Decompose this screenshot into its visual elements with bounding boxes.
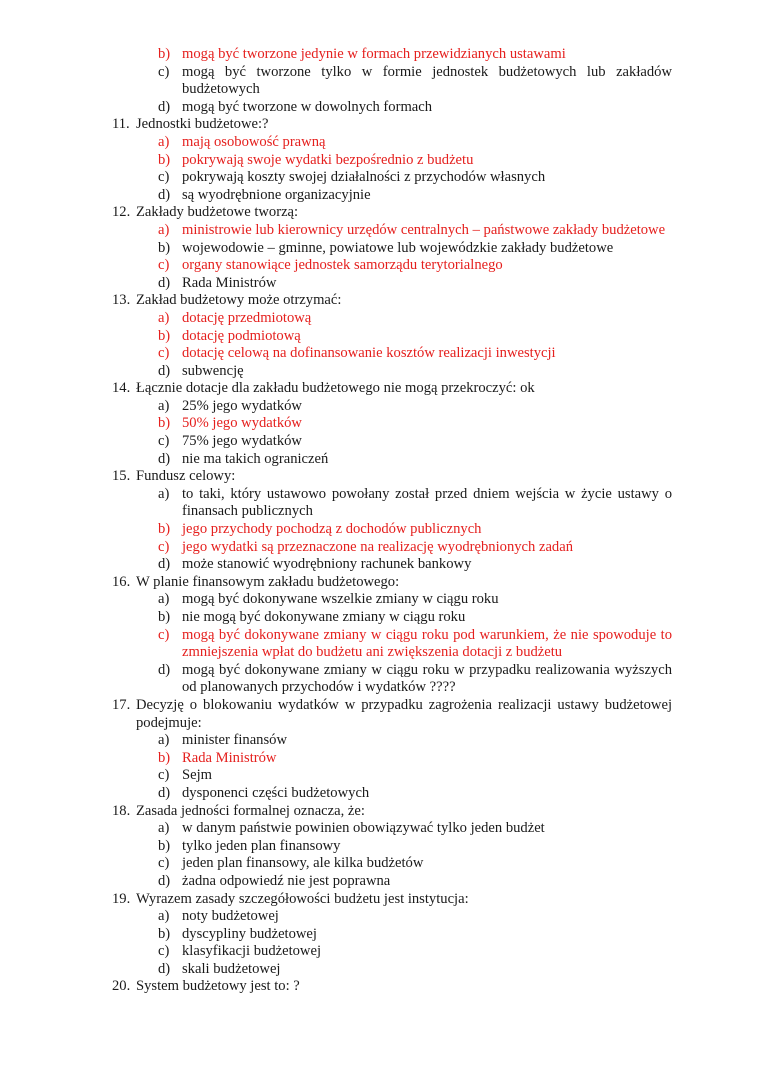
option-letter: d) (158, 661, 171, 678)
answer-option (0, 908, 672, 926)
answer-option (0, 451, 672, 469)
option-text: 75% jego wydatków (182, 433, 302, 450)
answer-option (0, 398, 672, 416)
answer-option (0, 732, 672, 750)
option-text: dotację przedmiotową (182, 309, 312, 326)
option-letter: b) (158, 925, 171, 942)
answer-option (0, 662, 672, 697)
question-number: 20. (112, 978, 131, 995)
option-letter: c) (158, 169, 170, 186)
answer-option (0, 99, 672, 117)
answer-option (0, 486, 672, 521)
answer-option (0, 310, 672, 328)
question (0, 891, 672, 909)
answer-option (0, 521, 672, 539)
option-letter: d) (158, 186, 171, 203)
question (0, 978, 672, 996)
option-letter: c) (158, 626, 170, 643)
option-text: jego wydatki są przeznaczone na realizację wyodrębnionych zadań (182, 538, 573, 555)
option-letter: d) (158, 872, 171, 889)
option-letter: a) (158, 591, 170, 608)
question (0, 697, 672, 732)
question-text: Zakłady budżetowe tworzą: (136, 204, 299, 221)
question-number: 16. (112, 573, 131, 590)
option-letter: b) (158, 239, 171, 256)
option-letter: d) (158, 784, 171, 801)
option-letter: c) (158, 855, 170, 872)
question (0, 116, 672, 134)
option-text: Rada Ministrów (182, 274, 277, 291)
answer-option (0, 627, 672, 662)
option-letter: c) (158, 63, 170, 80)
option-letter: c) (158, 943, 170, 960)
question-text: Fundusz celowy: (136, 468, 236, 485)
option-letter: d) (158, 450, 171, 467)
option-text: mają osobowość prawną (182, 133, 326, 150)
option-text: w danym państwie powinien obowiązywać tylko jeden budżet (182, 820, 545, 837)
option-text: mogą być dokonywane zmiany w ciągu roku w przypadku realizowania wyższych od planowanych przychodów i wydatków ???? (182, 661, 672, 696)
option-text: są wyodrębnione organizacyjnie (182, 186, 371, 203)
answer-option (0, 926, 672, 944)
answer-option (0, 767, 672, 785)
option-text: Sejm (182, 767, 212, 784)
option-text: jeden plan finansowy, ale kilka budżetów (182, 855, 424, 872)
option-letter: a) (158, 309, 170, 326)
option-letter: a) (158, 908, 170, 925)
answer-option (0, 275, 672, 293)
option-text: 25% jego wydatków (182, 397, 302, 414)
option-letter: a) (158, 133, 170, 150)
answer-option (0, 152, 672, 170)
question-number: 18. (112, 802, 131, 819)
answer-option (0, 750, 672, 768)
option-text: mogą być dokonywane wszelkie zmiany w ciągu roku (182, 591, 499, 608)
option-text: mogą być tworzone jedynie w formach przewidzianych ustawami (182, 46, 566, 62)
answer-option (0, 257, 672, 275)
option-text: jego przychody pochodzą z dochodów publicznych (182, 521, 482, 538)
option-text: wojewodowie – gminne, powiatowe lub wojewódzkie zakłady budżetowe (182, 239, 614, 256)
option-text: mogą być tworzone w dowolnych formach (182, 98, 433, 115)
answer-option (0, 345, 672, 363)
answer-option (0, 433, 672, 451)
question-number: 13. (112, 292, 131, 309)
option-letter: a) (158, 221, 170, 238)
question (0, 204, 672, 222)
option-letter: d) (158, 556, 171, 573)
answer-option (0, 64, 672, 99)
answer-option (0, 838, 672, 856)
option-text: subwencję (182, 362, 244, 379)
question-number: 12. (112, 204, 131, 221)
answer-option (0, 556, 672, 574)
option-letter: a) (158, 397, 170, 414)
answer-option (0, 943, 672, 961)
option-text: dotację podmiotową (182, 327, 301, 344)
answer-option (0, 240, 672, 258)
answer-option (0, 539, 672, 557)
question-number: 17. (112, 696, 131, 713)
answer-option (0, 328, 672, 346)
question (0, 468, 672, 486)
answer-option (0, 415, 672, 433)
option-text: Rada Ministrów (182, 749, 277, 766)
answer-option (0, 187, 672, 205)
option-text: dysponenci części budżetowych (182, 784, 370, 801)
option-letter: d) (158, 98, 171, 115)
option-letter: d) (158, 960, 171, 977)
question-text: Łącznie dotacje dla zakładu budżetowego nie mogą przekroczyć: ok (136, 380, 535, 397)
question-text: Zasada jedności formalnej oznacza, że: (136, 802, 365, 819)
option-letter: d) (158, 362, 171, 379)
answer-option (0, 363, 672, 381)
option-letter: c) (158, 345, 170, 362)
question-number: 11. (112, 116, 130, 133)
option-text: żadna odpowiedź nie jest poprawna (182, 872, 391, 889)
answer-option (0, 46, 672, 64)
question-text: Decyzję o blokowaniu wydatków w przypadku zagrożenia realizacji ustawy budżetowej podejmuje: (136, 696, 672, 731)
question-text: System budżetowy jest to: ? (136, 978, 300, 995)
option-letter: b) (158, 837, 171, 854)
answer-option (0, 873, 672, 891)
option-letter: c) (158, 433, 170, 450)
option-text: klasyfikacji budżetowej (182, 943, 321, 960)
option-text: noty budżetowej (182, 908, 279, 925)
answer-option (0, 961, 672, 979)
option-text: pokrywają swoje wydatki bezpośrednio z budżetu (182, 151, 474, 168)
question-text: Jednostki budżetowe:? (136, 116, 269, 133)
option-text: mogą być tworzone tylko w formie jednostek budżetowych lub zakładów budżetowych (182, 63, 672, 98)
answer-option (0, 134, 672, 152)
option-text: minister finansów (182, 732, 287, 749)
question (0, 292, 672, 310)
option-letter: b) (158, 749, 171, 766)
option-text: dotację celową na dofinansowanie kosztów realizacji inwestycji (182, 345, 556, 362)
option-text: organy stanowiące jednostek samorządu terytorialnego (182, 257, 503, 274)
option-text: ministrowie lub kierownicy urzędów centralnych – państwowe zakłady budżetowe (182, 221, 666, 238)
question-number: 15. (112, 468, 131, 485)
question-text: Zakład budżetowy może otrzymać: (136, 292, 342, 309)
question-number: 14. (112, 380, 131, 397)
option-text: nie ma takich ograniczeń (182, 450, 329, 467)
option-text: 50% jego wydatków (182, 415, 302, 432)
option-text: pokrywają koszty swojej działalności z przychodów własnych (182, 169, 546, 186)
option-letter: c) (158, 767, 170, 784)
option-letter: a) (158, 485, 170, 502)
option-text: to taki, który ustawowo powołany został przed dniem wejścia w życie ustawy o finansach publicznych (182, 485, 672, 520)
answer-option (0, 169, 672, 187)
answer-option (0, 609, 672, 627)
option-letter: b) (158, 609, 171, 625)
answer-option (0, 855, 672, 873)
option-letter: d) (158, 274, 171, 291)
option-text: dyscypliny budżetowej (182, 925, 317, 942)
option-text: skali budżetowej (182, 960, 281, 977)
answer-option (0, 222, 672, 240)
option-letter: a) (158, 732, 170, 749)
answer-option (0, 591, 672, 609)
option-text: tylko jeden plan finansowy (182, 837, 341, 854)
option-letter: c) (158, 538, 170, 555)
answer-option (0, 785, 672, 803)
question-text: W planie finansowym zakładu budżetowego: (136, 573, 400, 590)
option-text: nie mogą być dokonywane zmiany w ciągu roku (182, 609, 466, 625)
option-letter: b) (158, 415, 171, 432)
option-letter: c) (158, 257, 170, 274)
question-text: Wyrazem zasady szczegółowości budżetu jest instytucja: (136, 890, 469, 907)
option-letter: b) (158, 151, 171, 168)
option-text: mogą być dokonywane zmiany w ciągu roku pod warunkiem, że nie spowoduje to zmniejszenia wpłat do budżetu ani zwiększenia dotacji z budżetu (182, 626, 672, 661)
option-letter: b) (158, 521, 171, 538)
option-letter: b) (158, 327, 171, 344)
question (0, 574, 672, 592)
question (0, 380, 672, 398)
answer-option (0, 820, 672, 838)
option-text: może stanowić wyodrębniony rachunek bankowy (182, 556, 472, 573)
question-number: 19. (112, 890, 131, 907)
option-letter: b) (158, 46, 171, 62)
question (0, 803, 672, 821)
option-letter: a) (158, 820, 170, 837)
